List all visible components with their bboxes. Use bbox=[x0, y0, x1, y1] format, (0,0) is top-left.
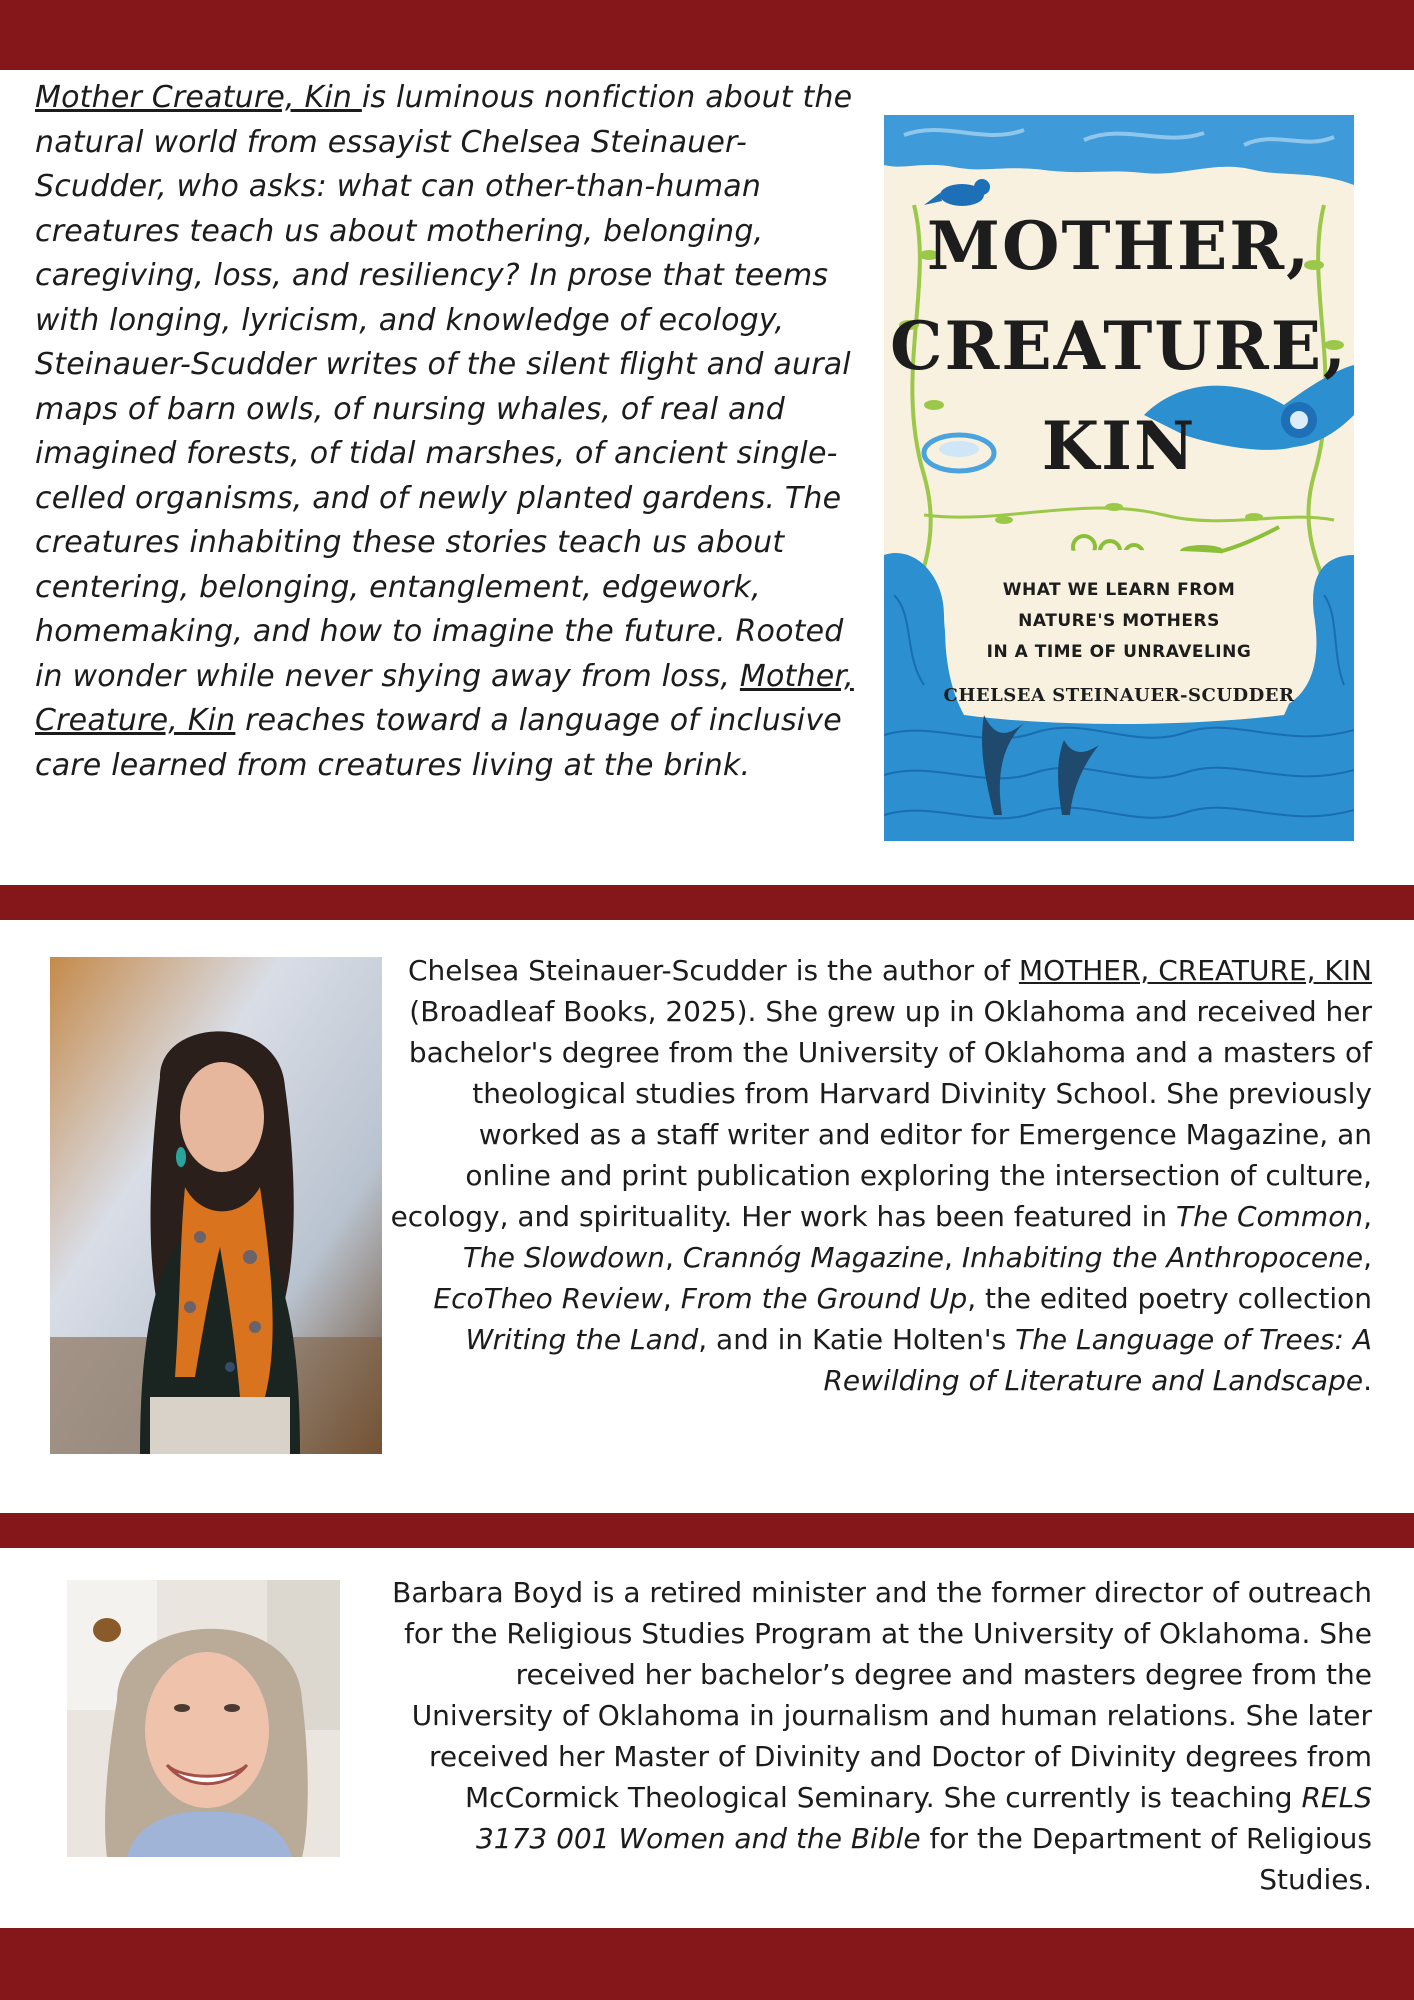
top-band bbox=[0, 0, 1414, 70]
cover-title-line: CREATURE, bbox=[889, 307, 1349, 385]
divider-band bbox=[0, 1513, 1414, 1548]
reviewer-bio-body: Barbara Boyd is a retired minister and the former director of outreach for the Religious Studies Program at the University of Oklahoma. She received her bachelor’s degree and masters degree from the University of Oklahoma in journalism and human relations. She later received her Master of Divinity and Doctor of Divinity degrees from McCormick Theological Seminary. She currently is teaching bbox=[392, 1576, 1372, 1814]
bottom-band bbox=[0, 1928, 1414, 2000]
author-bio bbox=[390, 950, 1372, 1401]
book-title-link[interactable]: Mother Creature, Kin bbox=[35, 80, 362, 115]
author-bio-text: , and in Katie Holten's bbox=[698, 1323, 1016, 1356]
cover-title-line: KIN bbox=[1041, 407, 1197, 485]
publication-title: Crannóg Magazine bbox=[682, 1241, 945, 1274]
author-bio-end: . bbox=[1363, 1364, 1372, 1397]
author-bio-text: , the edited poetry collection bbox=[967, 1282, 1372, 1315]
reviewer-bio bbox=[390, 1572, 1372, 1900]
separator: , bbox=[944, 1241, 962, 1274]
publication-title: The Language of Trees: A Rewilding of Literature and Landscape bbox=[823, 1323, 1372, 1397]
publication-title: From the Ground Up bbox=[680, 1282, 968, 1315]
book-description-text-2: reaches toward a language of inclusive care learned from creatures living at the brink. bbox=[35, 703, 842, 783]
author-photo bbox=[50, 957, 382, 1454]
author-book-link[interactable]: MOTHER, CREATURE, KIN bbox=[1018, 954, 1372, 987]
book-description bbox=[35, 76, 875, 788]
book-cover bbox=[884, 115, 1354, 841]
course-title: RELS 3173 001 Women and the Bible bbox=[475, 1781, 1372, 1855]
publication-title: EcoTheo Review bbox=[433, 1282, 663, 1315]
cover-title-line: MOTHER, bbox=[926, 207, 1312, 285]
reviewer-photo bbox=[67, 1580, 340, 1857]
separator: , bbox=[1363, 1241, 1372, 1274]
author-bio-body: (Broadleaf Books, 2025). She grew up in Oklahoma and received her bachelor's degree from the University of Oklahoma and a masters of theological studies from Harvard Divinity School. She previously worked as a staff writer and editor for Emergence Magazine, an online and print publication exploring the intersection of culture, ecology, and spirituality. Her work has been featured in bbox=[390, 995, 1372, 1233]
book-description-text-1: is luminous nonfiction about the natural world from essayist Chelsea Steinauer-Scudder, who asks: what can other-than-human creatures teach us about mothering, belonging, caregiving, loss, and resiliency? In prose that teems with longing, lyricism, and knowledge of ecology, Steinauer-Scudder writes of the silent flight and aural maps of barn owls, of nursing whales, of real and imagined forests, of tidal marshes, of ancient single-celled organisms, and of newly planted gardens. The creatures inhabiting these stories teach us about centering, belonging, entanglement, edgework, homemaking, and how to imagine the future. Rooted in wonder while never shying away from loss, bbox=[35, 80, 853, 694]
divider-band bbox=[0, 885, 1414, 920]
publication-title: Inhabiting the Anthropocene bbox=[961, 1241, 1364, 1274]
separator: , bbox=[662, 1282, 681, 1315]
publication-title: The Slowdown bbox=[462, 1241, 665, 1274]
cover-subtitle-line: NATURE'S MOTHERS bbox=[1018, 611, 1220, 631]
cover-author: CHELSEA STEINAUER-SCUDDER bbox=[943, 685, 1295, 706]
cover-subtitle-line: IN A TIME OF UNRAVELING bbox=[986, 642, 1252, 662]
separator: , bbox=[1363, 1200, 1372, 1233]
book-title-ref[interactable]: Mother, Creature, Kin bbox=[35, 658, 854, 738]
cover-subtitle-line: WHAT WE LEARN FROM bbox=[1002, 580, 1236, 600]
publication-title: Writing the Land bbox=[465, 1323, 699, 1356]
publication-title: The Common bbox=[1176, 1200, 1364, 1233]
bird-icon bbox=[924, 179, 990, 206]
author-bio-lead: Chelsea Steinauer-Scudder is the author of bbox=[407, 954, 1019, 987]
reviewer-bio-end: for the Department of Religious Studies. bbox=[920, 1822, 1372, 1896]
separator: , bbox=[664, 1241, 683, 1274]
